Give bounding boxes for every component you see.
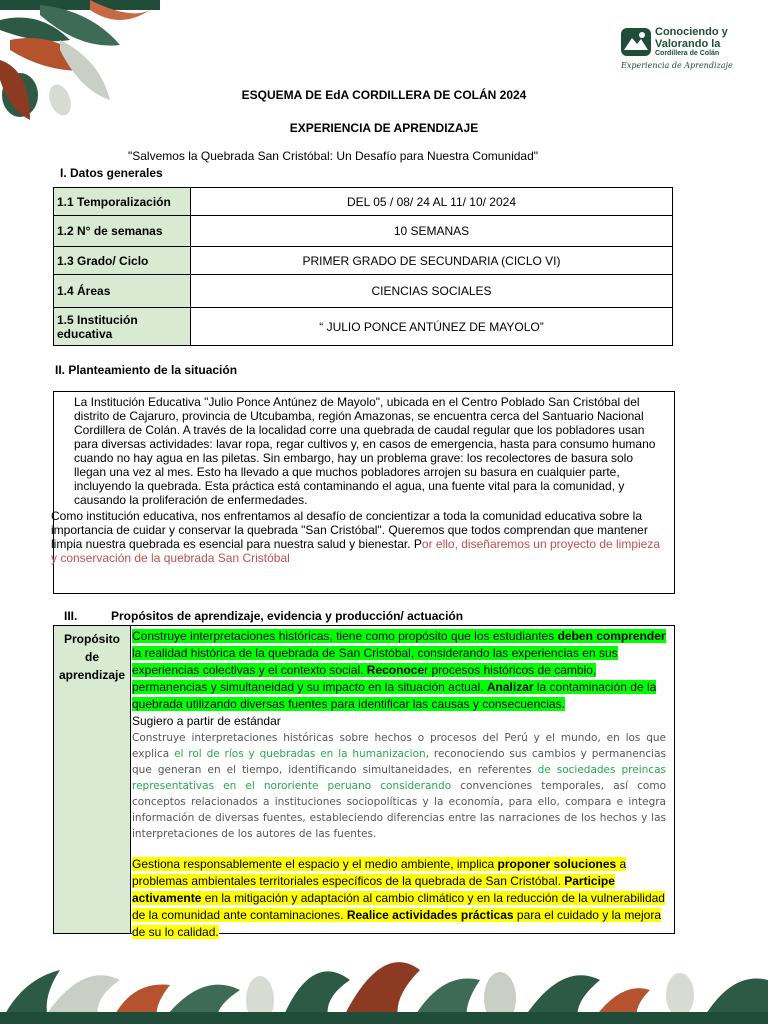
purpose-competence-1 bbox=[132, 628, 666, 713]
purpose-competence-2 bbox=[132, 856, 666, 941]
document-subtitle: EXPERIENCIA DE APRENDIZAJE bbox=[289, 121, 479, 135]
purpose-content-cell bbox=[132, 628, 666, 941]
p1-run: r procesos históricos de cambio, permanencias y simultaneidad y su impacto en la situación actual. bbox=[132, 663, 597, 694]
p1-run: Construye interpretaciones históricas, tiene como propósito que los estudiantes bbox=[132, 629, 558, 643]
std-run: el rol de ríos y quebradas en la humanizacion bbox=[174, 748, 426, 760]
row-label: 1.2 N° de semanas bbox=[54, 216, 191, 247]
standard-suggestion-label: Sugiero a partir de estándar bbox=[132, 714, 281, 728]
purpose-table bbox=[53, 625, 675, 939]
standard-text bbox=[132, 730, 666, 842]
p1-run: la contaminación de la quebrada utilizando diversas fuentes para identificar las causas y consecuencias. bbox=[132, 680, 657, 711]
p2-run: proponer soluciones bbox=[497, 857, 617, 871]
logo-tagline: Experiencia de Aprendizaje bbox=[621, 61, 733, 70]
purpose-label: Propósito de aprendizaje bbox=[58, 632, 126, 682]
top-left-foliage-decoration bbox=[0, 0, 160, 130]
mountain-emblem-icon bbox=[621, 28, 651, 56]
row-label: 1.4 Áreas bbox=[54, 275, 191, 308]
std-run: de sociedades preincas representativas en el nororiente peruano considerando bbox=[132, 764, 666, 792]
p1-run: la realidad histórica de la quebrada de San Cristóbal, considerando las experiencias en sus experiencias colectivas y el contexto social. bbox=[132, 646, 618, 677]
general-data-table bbox=[53, 187, 673, 346]
situation-paragraph-2 bbox=[51, 509, 668, 565]
situation-paragraph-1: La Institución Educativa "Julio Ponce Antúnez de Mayolo", ubicada en el Centro Poblado San Cristóbal del distrito de Cajaruro, provincia de Utcubamba, región Amazonas, se encuentra cerca del Santuario Nacional Cordillera de Colán. A través de la localidad corre una quebrada de caudal regular que los pobladores usan para diversas actividades: lavar ropa, regar cultivos y, en casos de emergencia, hasta para consumo humano cuando no hay agua en las piletas. Sin embargo, hay un problema grave: los recolectores de basura solo llegan una vez al mes. Esto ha llevado a que muchos pobladores arrojen su basura en cualquier parte, incluyendo la quebrada. Esta práctica está contaminando el agua, una fuente vital para la comunidad, y causando la proliferación de enfermedades. bbox=[74, 395, 656, 507]
p2-run: Gestiona responsablemente el espacio y el medio ambiente, implica bbox=[132, 857, 498, 871]
situation-text: Como institución educativa, nos enfrentamos al desafío de concientizar a toda la comunidad educativa sobre la importancia de cuidar y conservar la quebrada "San Cristóbal". Queremos que todos comprendan que mantener limpia nuestra quebrada es esencial para nuestra salud y bienestar. P bbox=[51, 509, 648, 551]
section3-number: III. bbox=[64, 609, 78, 623]
section2-heading: II. Planteamiento de la situación bbox=[55, 363, 238, 377]
logo-line2: Valorando la bbox=[655, 38, 721, 50]
bottom-foliage-decoration bbox=[0, 940, 768, 1024]
logo bbox=[619, 26, 739, 74]
table-row bbox=[54, 216, 673, 247]
row-value: “ JULIO PONCE ANTÚNEZ DE MAYOLO” bbox=[191, 308, 673, 346]
row-value: PRIMER GRADO DE SECUNDARIA (CICLO VI) bbox=[191, 247, 673, 275]
row-value: 10 SEMANAS bbox=[191, 216, 673, 247]
purpose-label-cell bbox=[54, 626, 131, 933]
section3-heading: Propósitos de aprendizaje, evidencia y producción/ actuación bbox=[111, 609, 464, 623]
p2-run: Participe activamente bbox=[132, 874, 615, 905]
situation-box bbox=[53, 391, 675, 594]
row-label: 1.5 Institución educativa bbox=[54, 308, 191, 346]
row-label: 1.3 Grado/ Ciclo bbox=[54, 247, 191, 275]
p2-run: para el cuidado y la mejora de su lo calidad. bbox=[132, 908, 661, 939]
logo-line1: Conociendo y bbox=[655, 26, 728, 38]
p1-run: Reconoce bbox=[366, 663, 425, 677]
p2-run: Realice actividades prácticas bbox=[346, 908, 514, 922]
std-run: convenciones temporales, así como conceptos relacionados a instituciones sociopolíticas y la economía, para ello, compara e integra información de diversas fuentes, estableciendo diferencias entre las narraciones de los hechos y las interpretaciones de los autores de las fuentes. bbox=[132, 780, 667, 840]
p2-run: a problemas ambientales territoriales específicos de la quebrada de San Cristóbal. bbox=[132, 857, 627, 888]
row-value: DEL 05 / 08/ 24 AL 11/ 10/ 2024 bbox=[191, 188, 673, 216]
table-row bbox=[54, 188, 673, 216]
section1-heading: I. Datos generales bbox=[60, 166, 163, 180]
situation-proposal-text: or ello, diseñaremos un proyecto de limpieza y conservación de la quebrada San Cristóbal bbox=[51, 537, 661, 565]
row-label: 1.1 Temporalización bbox=[54, 188, 191, 216]
logo-line3: Cordillera de Colán bbox=[655, 50, 720, 57]
std-run: Construye interpretaciones históricas sobre hechos o procesos del Perú y el mundo, en los que explica bbox=[132, 732, 666, 760]
row-value: CIENCIAS SOCIALES bbox=[191, 275, 673, 308]
p1-run: Analizar bbox=[486, 680, 534, 694]
table-row bbox=[54, 308, 673, 346]
experience-quote: "Salvemos la Quebrada San Cristóbal: Un Desafío para Nuestra Comunidad" bbox=[127, 149, 539, 163]
p1-run: deben comprender bbox=[557, 629, 666, 643]
std-run: , reconociendo sus cambios y permanencias que generan en el tiempo, identificando simultaneidades, en referentes bbox=[132, 748, 667, 776]
table-row bbox=[54, 275, 673, 308]
p2-run: en la mitigación y adaptación al cambio climático y en la reducción de la vulnerabilidad de la comunidad ante contaminaciones. bbox=[132, 891, 665, 922]
document-title: ESQUEMA DE EdA CORDILLERA DE COLÁN 2024 bbox=[241, 88, 527, 102]
table-row bbox=[54, 247, 673, 275]
